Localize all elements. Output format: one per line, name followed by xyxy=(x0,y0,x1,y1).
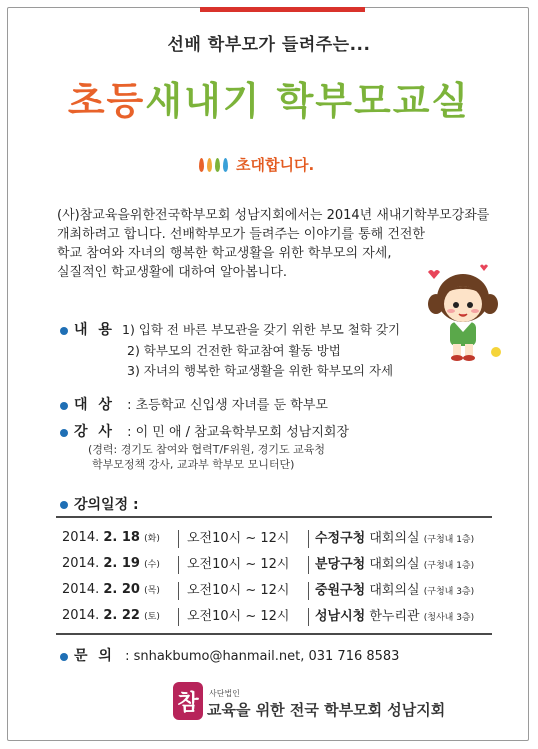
title-part2: 새내기 학부모교실 xyxy=(145,79,471,123)
girl-with-backpack-illustration xyxy=(420,258,506,362)
lecturer-career xyxy=(88,442,325,472)
organization-footer xyxy=(173,682,445,720)
target-value: : 초등학교 신입생 자녀를 둔 학부모 xyxy=(127,398,328,413)
bullet-icon xyxy=(60,327,68,335)
content-item: 2) 학부모의 건전한 학교참여 활동 방법 xyxy=(127,343,341,358)
title-part1: 초등 xyxy=(67,79,146,123)
schedule-title xyxy=(60,494,139,514)
schedule-top-divider xyxy=(56,516,492,518)
career-line: (경력: 경기도 참여와 협력T/F위원, 경기도 교육청 xyxy=(88,443,325,456)
schedule-row xyxy=(60,608,492,630)
schedule-place: 중원구청 대회의실 (구청내 3층) xyxy=(308,582,474,600)
schedule-bottom-divider xyxy=(56,633,492,635)
schedule-title-text: 강의일정 : xyxy=(74,497,139,513)
footer-text xyxy=(207,688,445,720)
content-label: 내 용 xyxy=(74,322,115,338)
schedule-row xyxy=(60,530,492,552)
footer-small-label: 사단법인 xyxy=(209,689,240,698)
invite-text: 초대합니다. xyxy=(236,156,315,174)
bullet-icon xyxy=(60,501,68,509)
schedule-place: 수정구청 대회의실 (구청내 1층) xyxy=(308,530,474,548)
schedule-date: 2014. 2. 20 (목) xyxy=(62,582,160,597)
footer-org-name: 교육을 위한 전국 학부모회 성남지회 xyxy=(207,701,446,719)
schedule-row xyxy=(60,582,492,604)
schedule-date: 2014. 2. 18 (화) xyxy=(62,530,160,545)
lecturer-value: : 이 민 애 / 참교육학부모회 성남지회장 xyxy=(127,425,350,440)
intro-line: 실질적인 학교생활에 대하여 알아봅니다. xyxy=(57,265,288,280)
schedule-time: 오전10시 ~ 12시 xyxy=(178,582,289,600)
schedule-time: 오전10시 ~ 12시 xyxy=(178,556,289,574)
organization-logo: 참 xyxy=(173,682,203,720)
content-item: 3) 자녀의 행복한 학교생활을 위한 학부모의 자세 xyxy=(127,363,394,378)
lecturer-row xyxy=(60,421,349,441)
target-row xyxy=(60,394,328,414)
contact-row xyxy=(60,645,399,665)
drops-icon xyxy=(199,158,228,172)
career-line: 학부모정책 강사, 교과부 학부모 모니터단) xyxy=(92,458,295,471)
content-item: 1) 입학 전 바른 부모관을 갖기 위한 부모 철학 갖기 xyxy=(122,322,401,337)
schedule-row xyxy=(60,556,492,578)
intro-line: (사)참교육을위한전국학부모회 성남지회에서는 2014년 새내기학부모강좌를 xyxy=(57,208,490,223)
schedule-place: 성남시청 한누리관 (청사내 3층) xyxy=(308,608,474,626)
intro-line: 개최하려고 합니다. 선배학부모가 들려주는 이야기를 통해 건전한 xyxy=(57,227,425,242)
schedule-date: 2014. 2. 19 (수) xyxy=(62,556,160,571)
bullet-icon xyxy=(60,402,68,410)
contact-label: 문 의 xyxy=(74,648,115,664)
intro-line: 학교 참여와 자녀의 행복한 학교생활을 위한 학부모의 자세, xyxy=(57,246,392,261)
schedule-date: 2014. 2. 22 (토) xyxy=(62,608,160,623)
main-title xyxy=(0,70,538,125)
contact-value[interactable]: : snhakbumo@hanmail.net, 031 716 8583 xyxy=(125,649,400,664)
bullet-icon xyxy=(60,653,68,661)
lecturer-label: 강 사 xyxy=(74,424,115,440)
target-label: 대 상 xyxy=(74,397,115,413)
bullet-icon xyxy=(60,429,68,437)
content-row xyxy=(60,319,115,339)
subtitle: 선배 학부모가 들려주는... xyxy=(167,35,371,55)
top-accent-bar xyxy=(200,7,365,12)
schedule-time: 오전10시 ~ 12시 xyxy=(178,608,289,626)
schedule-place: 분당구청 대회의실 (구청내 1층) xyxy=(308,556,474,574)
invite-line xyxy=(199,154,314,175)
schedule-time: 오전10시 ~ 12시 xyxy=(178,530,289,548)
